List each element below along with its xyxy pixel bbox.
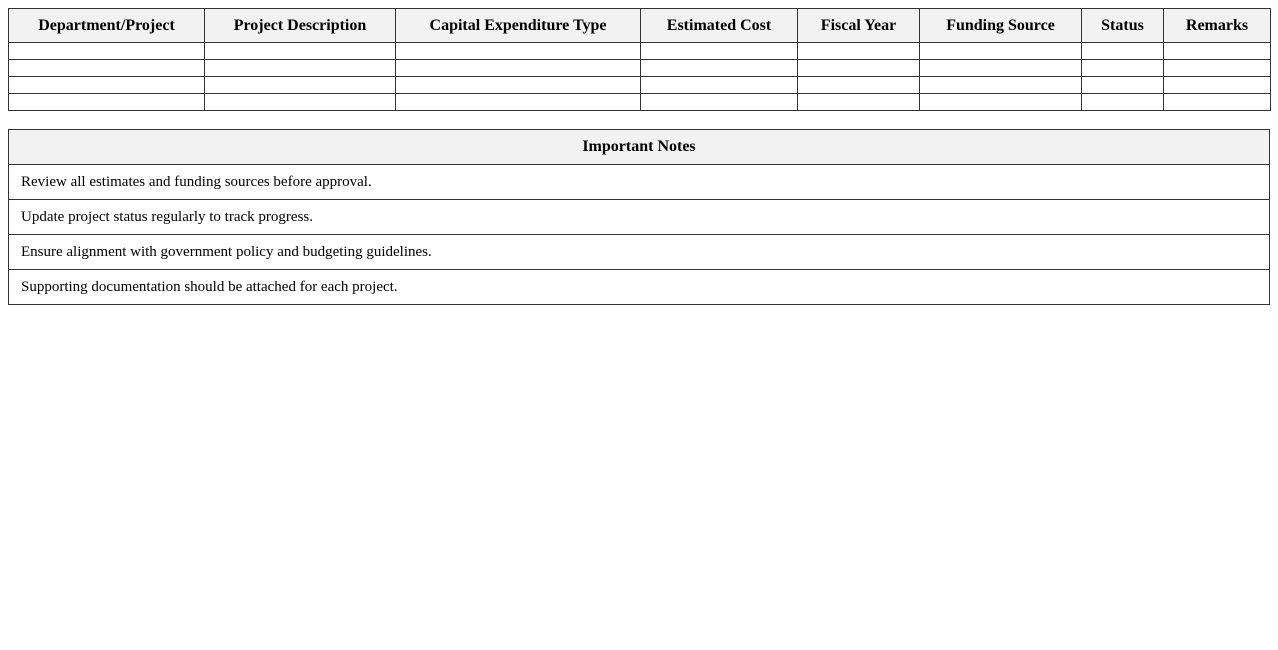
table-cell[interactable]: [205, 60, 396, 77]
table-cell[interactable]: [1082, 94, 1164, 111]
table-cell[interactable]: [9, 43, 205, 60]
table-cell[interactable]: [798, 77, 920, 94]
table-cell[interactable]: [641, 94, 798, 111]
list-item: [9, 200, 1270, 235]
table-cell[interactable]: [1082, 60, 1164, 77]
table-cell[interactable]: [920, 43, 1082, 60]
table-cell[interactable]: [920, 77, 1082, 94]
table-cell[interactable]: [1164, 60, 1271, 77]
table-cell[interactable]: [1164, 77, 1271, 94]
table-cell[interactable]: [205, 94, 396, 111]
table-cell[interactable]: [641, 43, 798, 60]
table-cell[interactable]: [798, 43, 920, 60]
table-cell[interactable]: [9, 94, 205, 111]
table-cell[interactable]: [1082, 77, 1164, 94]
table-row: [9, 43, 1271, 60]
column-header-fiscal-year: Fiscal Year: [798, 9, 920, 43]
notes-title: Important Notes: [9, 130, 1270, 165]
table-cell[interactable]: [396, 94, 641, 111]
table-cell[interactable]: [396, 77, 641, 94]
note-text: Ensure alignment with government policy and budgeting guidelines.: [9, 235, 1270, 270]
notes-header-row: [9, 130, 1270, 165]
important-notes-table: [8, 129, 1270, 305]
column-header-project-description: Project Description: [205, 9, 396, 43]
column-header-remarks: Remarks: [1164, 9, 1271, 43]
table-cell[interactable]: [798, 94, 920, 111]
note-text: Supporting documentation should be attached for each project.: [9, 270, 1270, 305]
table-row: [9, 94, 1271, 111]
table-cell[interactable]: [396, 60, 641, 77]
table-cell[interactable]: [798, 60, 920, 77]
table-cell[interactable]: [1164, 43, 1271, 60]
table-cell[interactable]: [920, 94, 1082, 111]
column-header-estimated-cost: Estimated Cost: [641, 9, 798, 43]
table-cell[interactable]: [9, 60, 205, 77]
page-content: [8, 8, 1270, 305]
table-cell[interactable]: [396, 43, 641, 60]
table-cell[interactable]: [9, 77, 205, 94]
note-text: Review all estimates and funding sources before approval.: [9, 165, 1270, 200]
table-cell[interactable]: [641, 77, 798, 94]
list-item: [9, 235, 1270, 270]
column-header-status: Status: [1082, 9, 1164, 43]
column-header-capex-type: Capital Expenditure Type: [396, 9, 641, 43]
note-text: Update project status regularly to track progress.: [9, 200, 1270, 235]
column-header-department-project: Department/Project: [9, 9, 205, 43]
table-cell[interactable]: [205, 43, 396, 60]
list-item: [9, 270, 1270, 305]
list-item: [9, 165, 1270, 200]
table-row: [9, 60, 1271, 77]
table-cell[interactable]: [205, 77, 396, 94]
table-header-row: [9, 9, 1271, 43]
column-header-funding-source: Funding Source: [920, 9, 1082, 43]
table-row: [9, 77, 1271, 94]
table-cell[interactable]: [920, 60, 1082, 77]
table-cell[interactable]: [1082, 43, 1164, 60]
table-cell[interactable]: [641, 60, 798, 77]
table-cell[interactable]: [1164, 94, 1271, 111]
capex-table: [8, 8, 1271, 111]
